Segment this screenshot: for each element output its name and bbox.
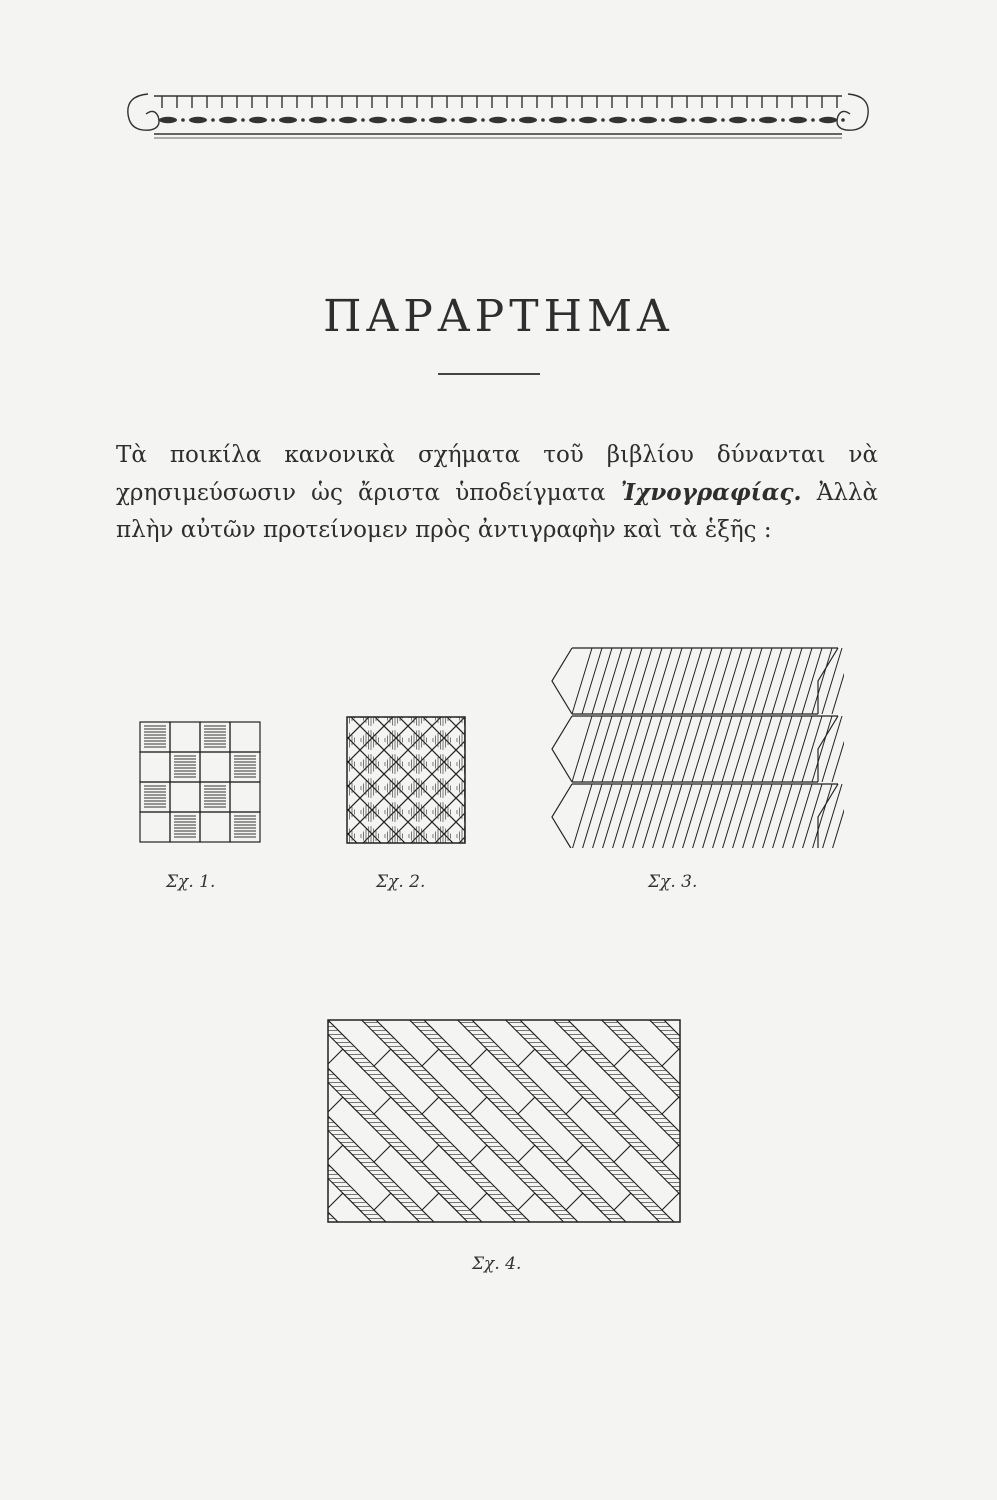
paragraph-text-end: Ἀλλὰ πλὴν αὐτῶν προτείνομεν πρὸς ἀντιγραφὴν καὶ τὰ ἑξῆς : — [116, 480, 879, 543]
figure-1-caption: Σχ. 1. — [166, 872, 216, 892]
right-scroll-ornament — [837, 94, 868, 130]
figure-1-checker-pattern — [138, 720, 262, 848]
figure-2-caption: Σχ. 2. — [376, 872, 426, 892]
paragraph-italic-term: Ἰχνογραφίας. — [620, 479, 802, 506]
intro-paragraph — [116, 437, 878, 549]
paragraph-text-start: Τὰ ποικίλα κανονικὰ σχήματα τοῦ βιβλίου δύνανται νὰ χρησιμεύσωσιν ὡς ἄριστα ὑποδείγματα — [116, 442, 878, 506]
figure-2-diamond-pattern — [346, 716, 466, 844]
figure-3-chevron-pattern — [548, 644, 844, 848]
figure-3-caption: Σχ. 3. — [648, 872, 698, 892]
figure-4-herringbone-pattern — [326, 1018, 682, 1224]
page-title: ΠΑΡΑΡΤΗΜΑ — [323, 291, 674, 343]
left-scroll-ornament — [128, 94, 159, 130]
ornamental-header — [118, 84, 878, 144]
title-divider — [438, 373, 540, 375]
figure-4-caption: Σχ. 4. — [472, 1254, 522, 1274]
